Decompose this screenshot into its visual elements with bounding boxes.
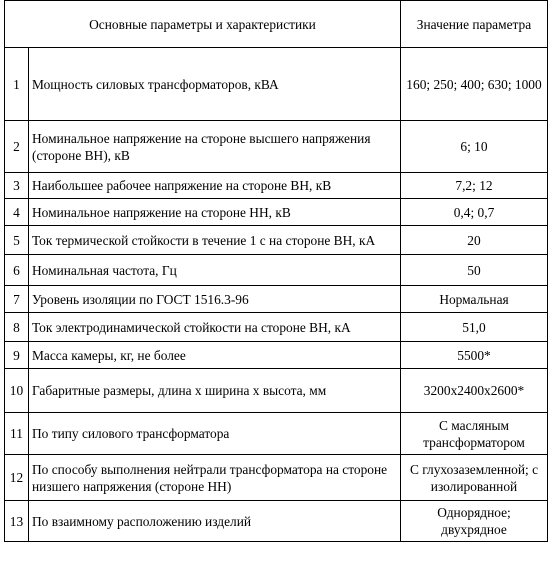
row-number: 11: [5, 413, 29, 455]
row-parameter: Наибольшее рабочее напряжение на стороне ВН, кВ: [29, 173, 401, 199]
row-parameter: Масса камеры, кг, не более: [29, 342, 401, 369]
row-value: 7,2; 12: [401, 173, 548, 199]
header-parameter-name: Основные параметры и характеристики: [5, 1, 401, 48]
table-row: [5, 255, 548, 286]
row-value: Нормальная: [401, 286, 548, 313]
row-value: 160; 250; 400; 630; 1000: [401, 48, 548, 121]
row-parameter: Номинальное напряжение на стороне высшего напряжения (стороне ВН), кВ: [29, 121, 401, 173]
row-number: 8: [5, 313, 29, 342]
header-parameter-value: Значение параметра: [401, 1, 548, 48]
table-row: [5, 313, 548, 342]
row-parameter: По типу силового трансформатора: [29, 413, 401, 455]
row-parameter: Номинальная частота, Гц: [29, 255, 401, 286]
table-row: [5, 369, 548, 413]
table-header-row: [5, 1, 548, 48]
row-value: 5500*: [401, 342, 548, 369]
table-row: [5, 413, 548, 455]
table-row: [5, 342, 548, 369]
table-row: [5, 199, 548, 226]
row-value: 3200х2400х2600*: [401, 369, 548, 413]
row-parameter: Ток термической стойкости в течение 1 с на стороне ВН, кА: [29, 226, 401, 255]
row-parameter: Уровень изоляции по ГОСТ 1516.3-96: [29, 286, 401, 313]
row-number: 13: [5, 501, 29, 542]
row-number: 10: [5, 369, 29, 413]
row-value: С глухозаземленной; с изолированной: [401, 455, 548, 501]
row-value: 0,4; 0,7: [401, 199, 548, 226]
table-row: [5, 226, 548, 255]
row-value: 51,0: [401, 313, 548, 342]
row-number: 7: [5, 286, 29, 313]
row-number: 2: [5, 121, 29, 173]
row-number: 12: [5, 455, 29, 501]
row-parameter: Номинальное напряжение на стороне НН, кВ: [29, 199, 401, 226]
row-number: 4: [5, 199, 29, 226]
row-value: 6; 10: [401, 121, 548, 173]
row-number: 9: [5, 342, 29, 369]
row-parameter: По взаимному расположению изделий: [29, 501, 401, 542]
row-parameter: Габаритные размеры, длина х ширина х высота, мм: [29, 369, 401, 413]
row-value: С масляным трансформатором: [401, 413, 548, 455]
row-number: 1: [5, 48, 29, 121]
row-value: 50: [401, 255, 548, 286]
table-row: [5, 48, 548, 121]
row-number: 5: [5, 226, 29, 255]
table-row: [5, 286, 548, 313]
parameters-table: [4, 0, 548, 542]
table-row: [5, 501, 548, 542]
row-value: 20: [401, 226, 548, 255]
table-row: [5, 173, 548, 199]
row-number: 6: [5, 255, 29, 286]
row-number: 3: [5, 173, 29, 199]
table-row: [5, 121, 548, 173]
table-row: [5, 455, 548, 501]
row-parameter: Ток электродинамической стойкости на стороне ВН, кА: [29, 313, 401, 342]
row-parameter: Мощность силовых трансформаторов, кВА: [29, 48, 401, 121]
row-parameter: По способу выполнения нейтрали трансформатора на стороне низшего напряжения (стороне НН): [29, 455, 401, 501]
row-value: Однорядное; двухрядное: [401, 501, 548, 542]
